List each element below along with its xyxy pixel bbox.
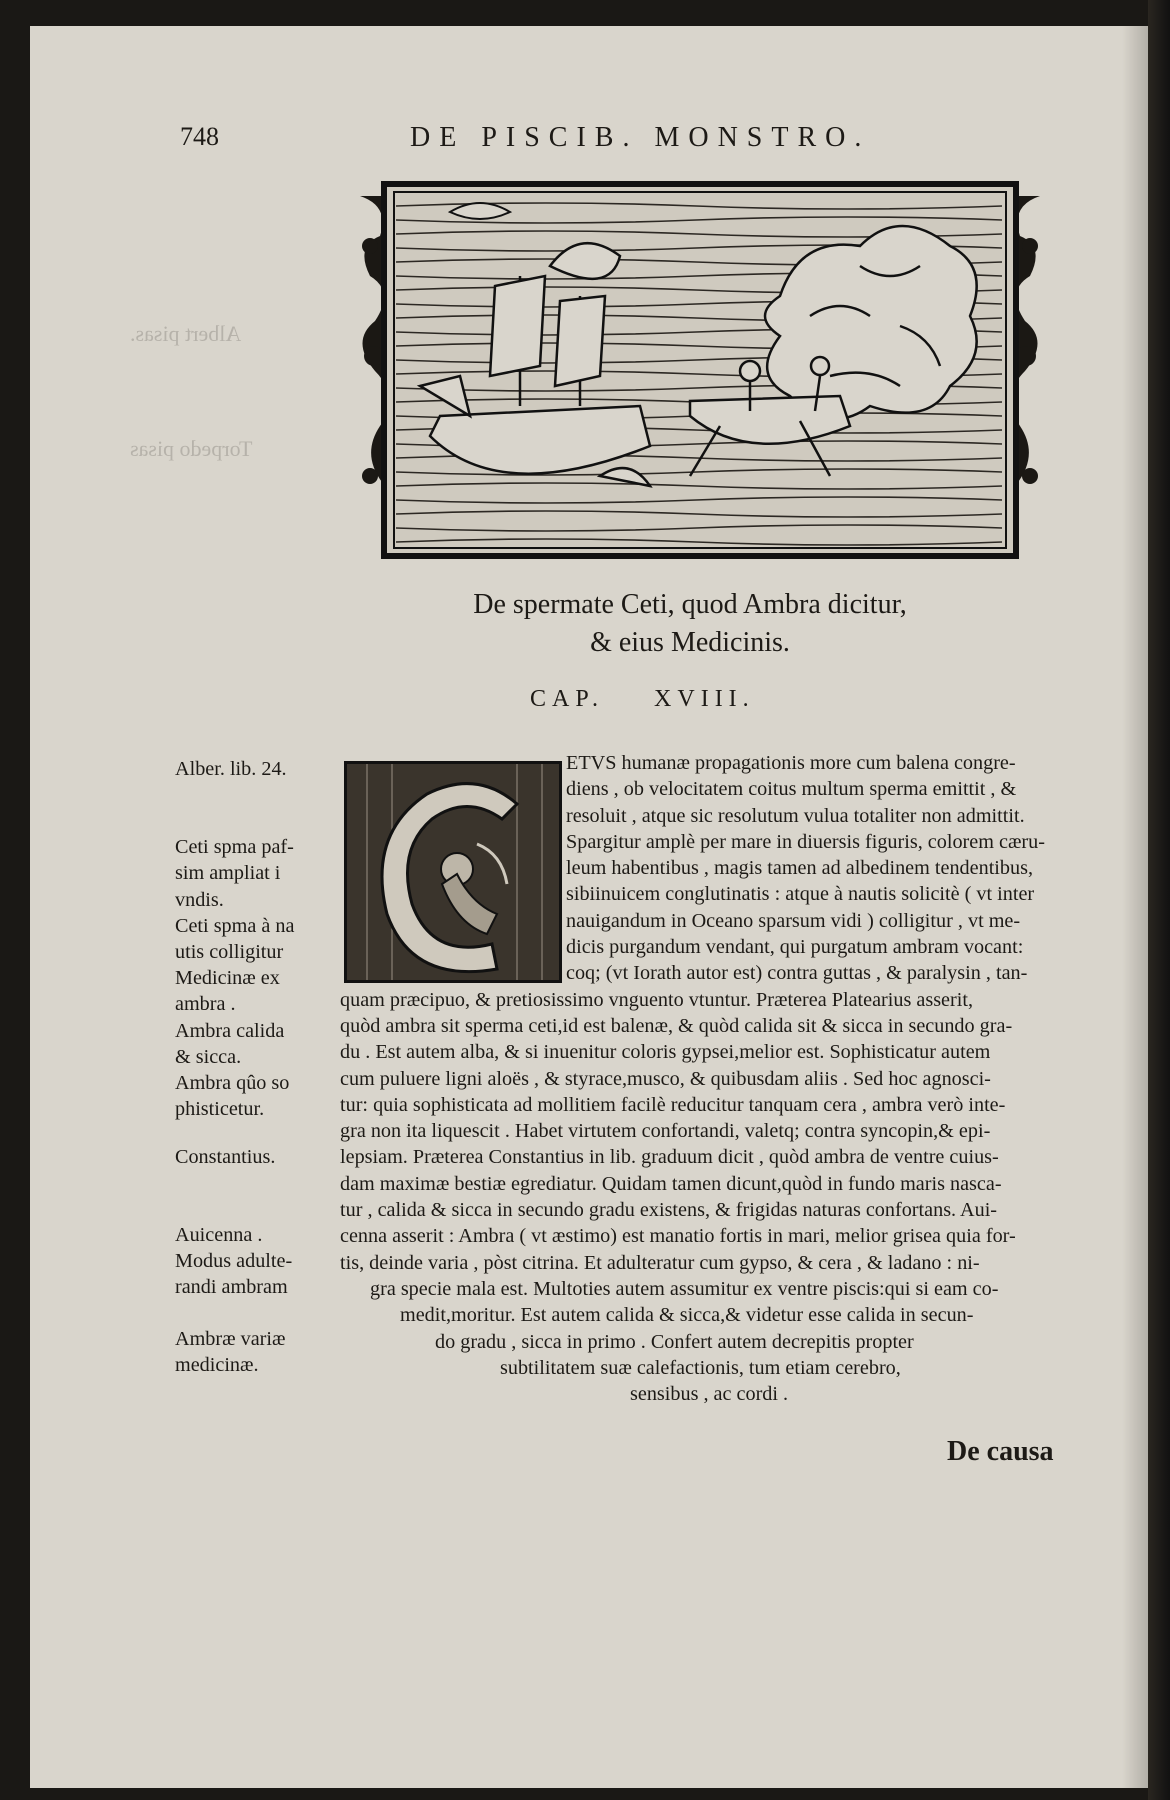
scan-edge — [1148, 0, 1170, 1800]
text-line: ETVS humanæ propagationis more cum balena congre- — [566, 752, 1016, 774]
text-line: gra specie mala est. Multoties autem assumitur ex ventre piscis:qui si eam co- — [370, 1277, 999, 1300]
bleed-through: Torpedo pisas — [130, 436, 253, 461]
text-line: Spargitur amplè per mare in diuersis figuris, colorem cæru- — [566, 830, 1045, 853]
margin-note-line: Ceti spma à na — [175, 915, 295, 937]
margin-note — [175, 1018, 284, 1071]
text-line: resoluit , atque sic resolutum vulua totaliter non admittit. — [566, 804, 1025, 827]
title-line-2: & eius Medicinis. — [590, 627, 790, 658]
margin-note-line: Medicinæ ex — [175, 967, 280, 989]
margin-note-line: & sicca. — [175, 1046, 242, 1069]
text-line: dicis purgandum vendant, qui purgatum ambram vocant: — [566, 936, 1024, 959]
text-line: tur , calida & sicca in secundo gradu existens, & frigidas naturas confortans. Aui- — [340, 1199, 998, 1222]
margin-note-line: Ceti spma paf- — [175, 836, 294, 858]
text-line: sensibus , ac cordi . — [630, 1383, 789, 1406]
margin-note-line: Modus adulte- — [175, 1250, 293, 1272]
margin-note-line: Ambræ variæ — [175, 1328, 286, 1350]
margin-note-line: vndis. — [175, 888, 224, 911]
page-number: 748 — [180, 122, 219, 151]
title-line-1: De spermate Ceti, quod Ambra dicitur, — [473, 589, 907, 620]
chapter-number: XVIII. — [654, 686, 755, 712]
text-line: leum habentibus , magis tamen ad albedinem tendentibus, — [566, 857, 1034, 880]
text-line: nauigandum in Oceano sparsum vidi ) colligitur , vt me- — [566, 909, 1021, 932]
text-line: lepsiam. Præterea Constantius in lib. graduum dicit , quòd ambra de ventre cuius- — [340, 1146, 999, 1169]
margin-note — [175, 1070, 289, 1123]
margin-note — [175, 834, 294, 913]
margin-note — [175, 1326, 285, 1379]
text-line: subtilitatem suæ calefactionis, tum etiam cerebro, — [500, 1356, 901, 1379]
text-line: quòd ambra sit sperma ceti,id est balenæ, & quòd calida sit & sicca in secundo gra- — [340, 1014, 1013, 1037]
margin-note — [175, 756, 287, 782]
text-line: sibiinuicem conglutinatis : atque à nautis solicitè ( vt inter — [566, 883, 1035, 906]
woodcut-illustration — [360, 176, 1040, 576]
margin-note — [175, 1248, 292, 1301]
text-line: do gradu , sicca in primo . Confert autem decrepitis propter — [435, 1330, 914, 1353]
text-line: medit,moritur. Est autem calida & sicca,& videtur esse calida in secun- — [400, 1304, 974, 1327]
margin-note-line: medicinæ. — [175, 1354, 259, 1377]
margin-note-line: sim ampliat i — [175, 862, 281, 885]
text-line: tur: quia sophisticata ad mollitiem facilè reducitur tanquam cera , ambra verò inte- — [340, 1093, 1006, 1116]
margin-note-line: Ambra qûo so — [175, 1072, 290, 1094]
text-line: diens , ob velocitatem coitus multum sperma emittit , & — [566, 778, 1017, 801]
margin-note-line: Auicenna . — [175, 1224, 263, 1246]
chapter-heading — [530, 686, 805, 713]
margin-note — [175, 1144, 275, 1170]
bleed-through: Albert pisas. — [130, 321, 242, 346]
margin-note-line: phisticetur. — [175, 1098, 265, 1121]
margin-note — [175, 1222, 262, 1248]
text-line: dam maximæ bestiæ egrediatur. Quidam tamen dicunt,quòd in fundo maris nasca- — [340, 1172, 1002, 1195]
book-page — [30, 26, 1148, 1788]
body-text — [340, 750, 1136, 1407]
text-line: cenna asserit : Ambra ( vt æstimo) est manatio fortis in mari, melior grisea quia for- — [340, 1225, 1016, 1248]
text-line: cum puluere ligni aloës , & styrace,musco, & quibusdam aliis . Sed hoc agnosci- — [340, 1067, 991, 1090]
margin-note-line: Alber. lib. 24. — [175, 758, 287, 780]
margin-note-line: Ambra calida — [175, 1020, 285, 1042]
chapter-title — [330, 586, 1050, 662]
margin-note — [175, 965, 280, 1018]
margin-note-line: randi ambram — [175, 1276, 288, 1299]
text-line: gra non ita liquescit . Habet virtutem confortandi, valetq; contra syncopin,& epi- — [340, 1120, 991, 1143]
margin-note-line: ambra . — [175, 993, 236, 1016]
page-header — [180, 118, 1010, 158]
chapter-cap: CAP. — [530, 686, 605, 712]
margin-note-line: utis colligitur — [175, 941, 284, 964]
catchword: De causa — [947, 1436, 1054, 1467]
text-line: quam præcipuo, & pretiosissimo vnguento vtuntur. Præterea Platearius asserit, — [340, 988, 974, 1011]
text-line: tis, deinde varia , pòst citrina. Et adulteratur cum gypso, & cera , & ladano : ni- — [340, 1251, 980, 1274]
margin-note — [175, 913, 294, 966]
text-line: du . Est autem alba, & si inuenitur coloris gypsei,melior est. Sophisticatur autem — [340, 1041, 991, 1064]
margin-note-line: Constantius. — [175, 1146, 276, 1168]
running-head: DE PISCIB. MONSTRO. — [410, 122, 871, 153]
text-line: coq; (vt Iorath autor est) contra guttas , & paralysin , tan- — [566, 962, 1028, 985]
